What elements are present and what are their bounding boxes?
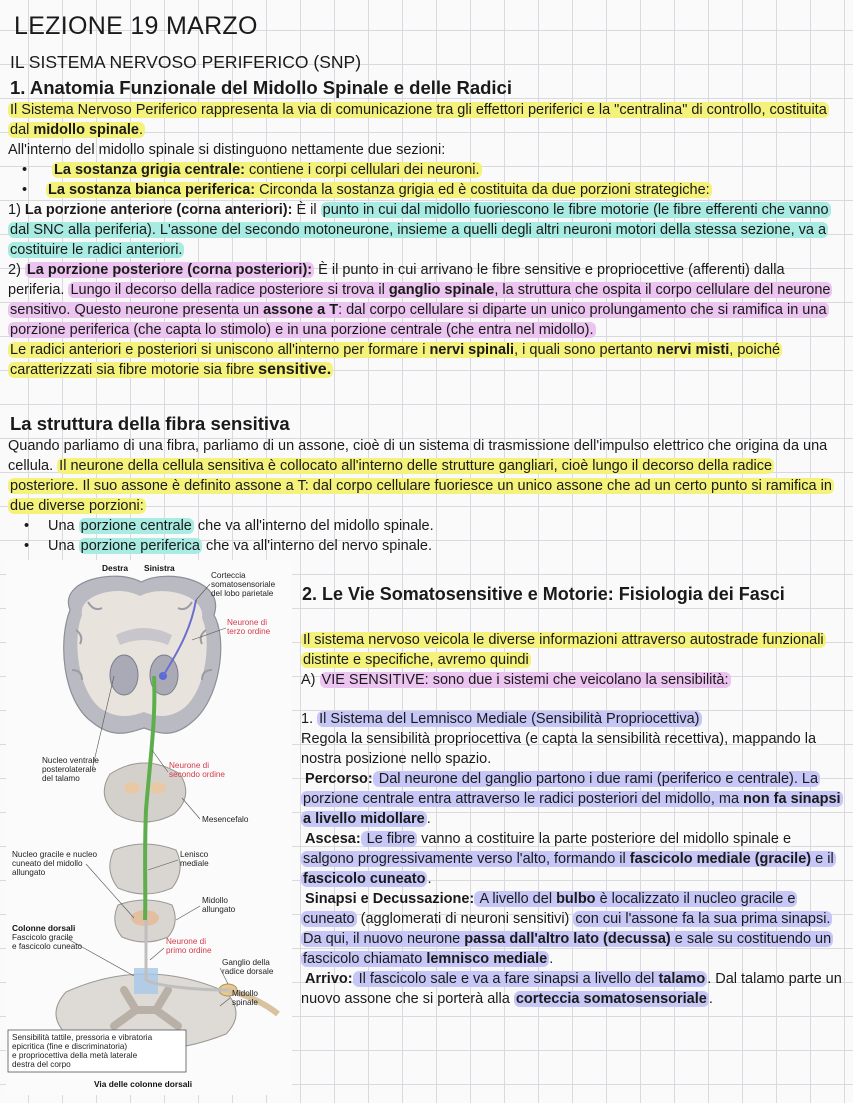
section2-heading: 2. Le Vie Somatosensitive e Motorie: Fisiologia dei Fasci [302,584,785,604]
label-mesencefalo: Mesencefalo [202,815,249,824]
sensory-pathways: A) VIE SENSITIVE: sono due i sistemi che veicolano la sensibilità: [301,672,729,688]
label-second-order-1: Neurone di [169,761,210,770]
fibra-paragraph: Quando parliamo di una fibra, parliamo di un assone, cioè di un sistema di trasmissione dell'impulso elettrico che origina da una cellula. Il neurone della cellula sensitiva è collocato all'interno delle strutture gangliari, cioè lungo il decorso della radice posteriore. Il suo assone è definito assone a T: dal corpo cellulare fuoriesce un unico assone che ad un certo punto si ramifica in due diverse porzioni: [8,438,832,514]
label-third-order-2: terzo ordine [227,627,271,636]
label-lenisco-1: Lenisco [180,850,209,859]
label-cortex-1: Corteccia [211,571,246,580]
mixed-nerves: Le radici anteriori e posteriori si uniscono all'interno per formare i nervi spinali, i quali sono pertanto nervi misti, poiché caratterizzati sia fibre motorie sia fibre sensitive. [10,342,781,378]
label-midollo-spinale-1: Midollo [232,989,258,998]
bullet-grey-matter: • La sostanza grigia centrale: contiene i corpi cellulari dei neuroni. [8,160,843,180]
ascesa: Ascesa: Le fibre vanno a costituire la parte posteriore del midollo spinale e salgono progressivamente verso l'alto, formando il fascicolo mediale (gracile) e il fascicolo cuneato . [303,831,834,887]
sections-intro: All'interno del midollo spinale si distinguono nettamente due sezioni: [8,142,446,158]
page-title: LEZIONE 19 MARZO [14,12,258,40]
label-cortex-2: somatosensoriale [211,580,276,589]
section2-body [301,630,846,1009]
caption-line-4: destra del corpo [12,1060,71,1069]
dorsal-column-illustration [6,560,292,1095]
caption-line-1: Sensibilità tattile, pressoria e vibratoria [12,1033,153,1042]
label-midollo-allungato-1: Midollo [202,896,228,905]
fibra-body [8,436,843,556]
label-thalamus-1: Nucleo ventrale [42,756,99,765]
mesencephalon-nucleus-right [124,782,140,794]
bullet-white-matter: • La sostanza bianca periferica: Circonda la sostanza grigia ed è costituita da due porzioni strategiche: [8,180,843,200]
percorso: Percorso: Dal neurone del ganglio partono i due rami (periferico e centrale). La porzione centrale entra attraverso le radici posteriori del midollo, ma non fa sinapsi a livello midollare . [303,771,841,827]
arrivo: Arrivo: Il fascicolo sale e va a fare sinapsi a livello del talamo . Dal talamo parte un nuovo assone che si porterà alla corteccia somatosensoriale . [301,971,842,1007]
label-gracile-1: Nucleo gracile e nucleo [12,850,98,859]
anterior-portion: 1) La porzione anteriore (corna anteriori): È il punto in cui dal midollo fuoriescono le fibre motorie (le fibre efferenti che vanno dal SNC alla periferia). L'assone del secondo motoneurone, insieme a quelli degli altri neuroni motori della stessa sezione, va a costituire le radici anteriori. [8,202,829,258]
label-destra: Destra [102,563,129,573]
label-cortex-3: del lobo parietale [211,589,274,598]
section1-body [8,100,843,380]
fibra-heading: La struttura della fibra sensitiva [10,413,290,434]
label-gracile-3: allungato [12,868,46,877]
lemnisco-title: 1. Il Sistema del Lemnisco Mediale (Sensibilità Propriocettiva) [301,711,700,727]
section2-intro: Il sistema nervoso veicola le diverse informazioni attraverso autostrade funzionali distinte e specifiche, avremo quindi [303,632,824,668]
posterior-portion: 2) La porzione posteriore (corna posteriori): È il punto in cui arrivano le fibre sensitive e propriocettive (afferenti) dalla periferia. Lungo il decorso della radice posteriore si trova il ganglio spinale, la struttura che ospita il corpo cellulare del neurone sensitivo. Questo neurone presenta un assone a T: dal corpo cellulare si diparte un unico prolungamento che si ramifica in una porzione periferica (che capta lo stimolo) e in una porzione centrale (che entra nel midollo). [8,262,831,338]
label-thalamus-2: posterolaterale [42,765,97,774]
spacer [301,690,846,709]
label-midollo-allungato-2: allungato [202,905,236,914]
label-ganglio-1: Ganglio della [222,958,270,967]
lemnisco-description: Regola la sensibilità propriocettiva (e capta la sensibilità recettiva), mappando la nostra posizione nello spazio. [301,731,817,767]
label-colonne-2: Fascicolo gracile [12,933,73,942]
caption-line-2: epicritica (fine e discriminatoria) [12,1042,128,1051]
label-sinistra: Sinistra [144,563,175,573]
label-ganglio-2: radice dorsale [222,967,274,976]
label-first-order-2: primo ordine [166,946,212,955]
label-colonne-1: Colonne dorsali [12,923,76,933]
section1-heading: 1. Anatomia Funzionale del Midollo Spinale e delle Radici [10,77,512,98]
label-thalamus-3: del talamo [42,774,80,783]
label-first-order-1: Neurone di [166,937,207,946]
page-subtitle: IL SISTEMA NERVOSO PERIFERICO (SNP) [10,52,362,72]
mesencephalon-nucleus-left [150,782,166,794]
bullet-peripheral: • Una porzione periferica che va all'interno del nervo spinale. [8,536,843,556]
label-third-order-1: Neurone di [227,618,268,627]
brain-section [64,576,221,733]
sinapsi-decussazione: Sinapsi e Decussazione: A livello del bulbo è localizzato il nucleo gracile e cuneato (agglomerati di neuroni sensitivi) con cui l'assone fa la sua prima sinapsi. Da qui, il nuovo neurone passa dall'altro lato (decussa) e sale su costituendo un fascicolo chiamato lemnisco mediale . [303,891,832,967]
intro-paragraph: Il Sistema Nervoso Periferico rappresenta la via di comunicazione tra gli effettori periferici e la "centralina" di controllo, costituita dal midollo spinale. [10,102,827,138]
caption-line-3: e propriocettiva della metà laterale [12,1051,138,1060]
label-midollo-spinale-2: spinale [232,998,258,1007]
label-lenisco-2: mediale [180,859,209,868]
thalamus-right [110,655,138,695]
bullet-central: • Una porzione centrale che va all'interno del midollo spinale. [8,516,843,536]
dorsal-column-figure [6,560,292,1095]
label-gracile-2: cuneato del midollo [12,859,83,868]
label-colonne-3: e fascicolo cuneato [12,942,83,951]
label-second-order-2: secondo ordine [169,770,225,779]
figure-title: Via delle colonne dorsali [94,1079,193,1089]
